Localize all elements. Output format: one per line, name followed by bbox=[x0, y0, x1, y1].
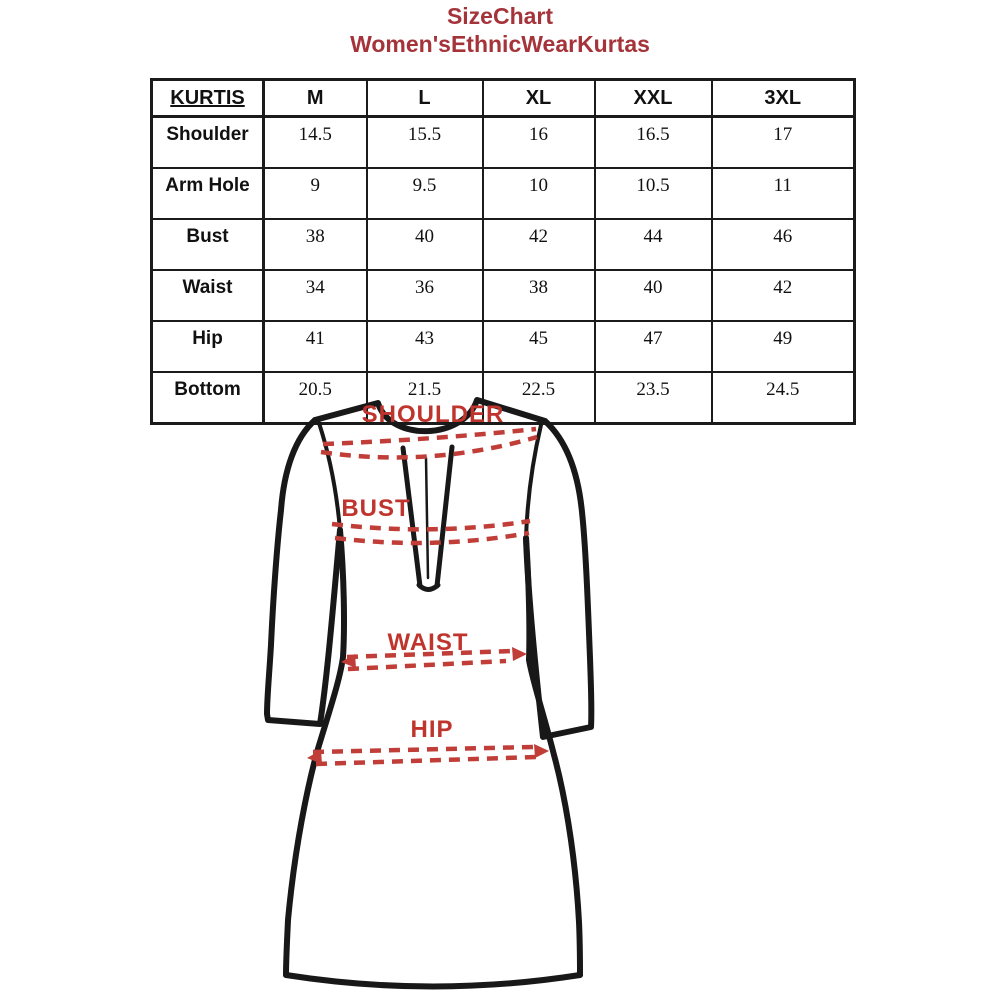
size-value: 14.5 bbox=[264, 117, 367, 169]
size-value: 24.5 bbox=[712, 372, 855, 424]
size-value: 9.5 bbox=[367, 168, 483, 219]
size-value: 15.5 bbox=[367, 117, 483, 169]
size-value: 9 bbox=[264, 168, 367, 219]
table-header-row bbox=[152, 80, 855, 117]
table-row-bust bbox=[152, 219, 855, 270]
size-value: 49 bbox=[712, 321, 855, 372]
size-value: 22.5 bbox=[483, 372, 595, 424]
size-value: 10 bbox=[483, 168, 595, 219]
table-row-waist bbox=[152, 270, 855, 321]
size-column-header-xl: XL bbox=[483, 80, 595, 117]
row-label: Bust bbox=[152, 219, 264, 270]
size-value: 20.5 bbox=[264, 372, 367, 424]
waist-arrow-right bbox=[512, 647, 527, 661]
size-value: 34 bbox=[264, 270, 367, 321]
kurta-bottom-hem bbox=[286, 975, 580, 987]
waist-label: WAIST bbox=[387, 629, 469, 656]
size-value: 36 bbox=[367, 270, 483, 321]
size-value: 21.5 bbox=[367, 372, 483, 424]
size-value: 42 bbox=[712, 270, 855, 321]
title-line-2: Women'sEthnicWearKurtas bbox=[350, 31, 650, 57]
page-title bbox=[0, 2, 1000, 58]
size-column-header-3xl: 3XL bbox=[712, 80, 855, 117]
size-column-header-xxl: XXL bbox=[595, 80, 712, 117]
size-value: 44 bbox=[595, 219, 712, 270]
size-value: 16 bbox=[483, 117, 595, 169]
size-value: 38 bbox=[483, 270, 595, 321]
row-label: Shoulder bbox=[152, 117, 264, 169]
table-corner-header bbox=[152, 80, 264, 117]
kurta-placket-inner-line bbox=[426, 458, 428, 578]
table-row-hip bbox=[152, 321, 855, 372]
size-value: 23.5 bbox=[595, 372, 712, 424]
corner-header-label: KURTIS bbox=[170, 86, 245, 109]
hip-label: HIP bbox=[410, 716, 454, 743]
size-value: 42 bbox=[483, 219, 595, 270]
title-line-1: SizeChart bbox=[446, 3, 554, 29]
size-value: 11 bbox=[712, 168, 855, 219]
size-value: 10.5 bbox=[595, 168, 712, 219]
size-chart-table bbox=[150, 78, 856, 425]
kurta-left-armhole-seam bbox=[319, 423, 340, 530]
table-row-armhole bbox=[152, 168, 855, 219]
hip-arrow-right bbox=[534, 744, 549, 758]
size-value: 40 bbox=[595, 270, 712, 321]
hip-dash-lower bbox=[316, 757, 537, 764]
hip-dash-upper bbox=[313, 747, 533, 752]
size-value: 16.5 bbox=[595, 117, 712, 169]
size-column-header-l: L bbox=[367, 80, 483, 117]
table-row-shoulder bbox=[152, 117, 855, 169]
row-label: Waist bbox=[152, 270, 264, 321]
row-label: Arm Hole bbox=[152, 168, 264, 219]
size-value: 46 bbox=[712, 219, 855, 270]
size-value: 38 bbox=[264, 219, 367, 270]
size-value: 47 bbox=[595, 321, 712, 372]
kurta-placket-bottom bbox=[419, 585, 438, 590]
bust-dash-upper bbox=[332, 521, 530, 529]
bust-label: BUST bbox=[341, 495, 411, 522]
waist-dash-lower bbox=[348, 661, 506, 669]
size-value: 41 bbox=[264, 321, 367, 372]
bust-dash-lower bbox=[335, 533, 529, 543]
size-value: 43 bbox=[367, 321, 483, 372]
row-label: Bottom bbox=[152, 372, 264, 424]
kurta-measurement-diagram bbox=[0, 390, 1000, 1000]
row-label: Hip bbox=[152, 321, 264, 372]
shoulder-dash-lower bbox=[321, 437, 537, 457]
size-column-header-m: M bbox=[264, 80, 367, 117]
size-value: 45 bbox=[483, 321, 595, 372]
kurta-placket-right-line bbox=[437, 447, 452, 586]
size-value: 40 bbox=[367, 219, 483, 270]
size-value: 17 bbox=[712, 117, 855, 169]
shoulder-label: SHOULDER bbox=[361, 401, 505, 428]
